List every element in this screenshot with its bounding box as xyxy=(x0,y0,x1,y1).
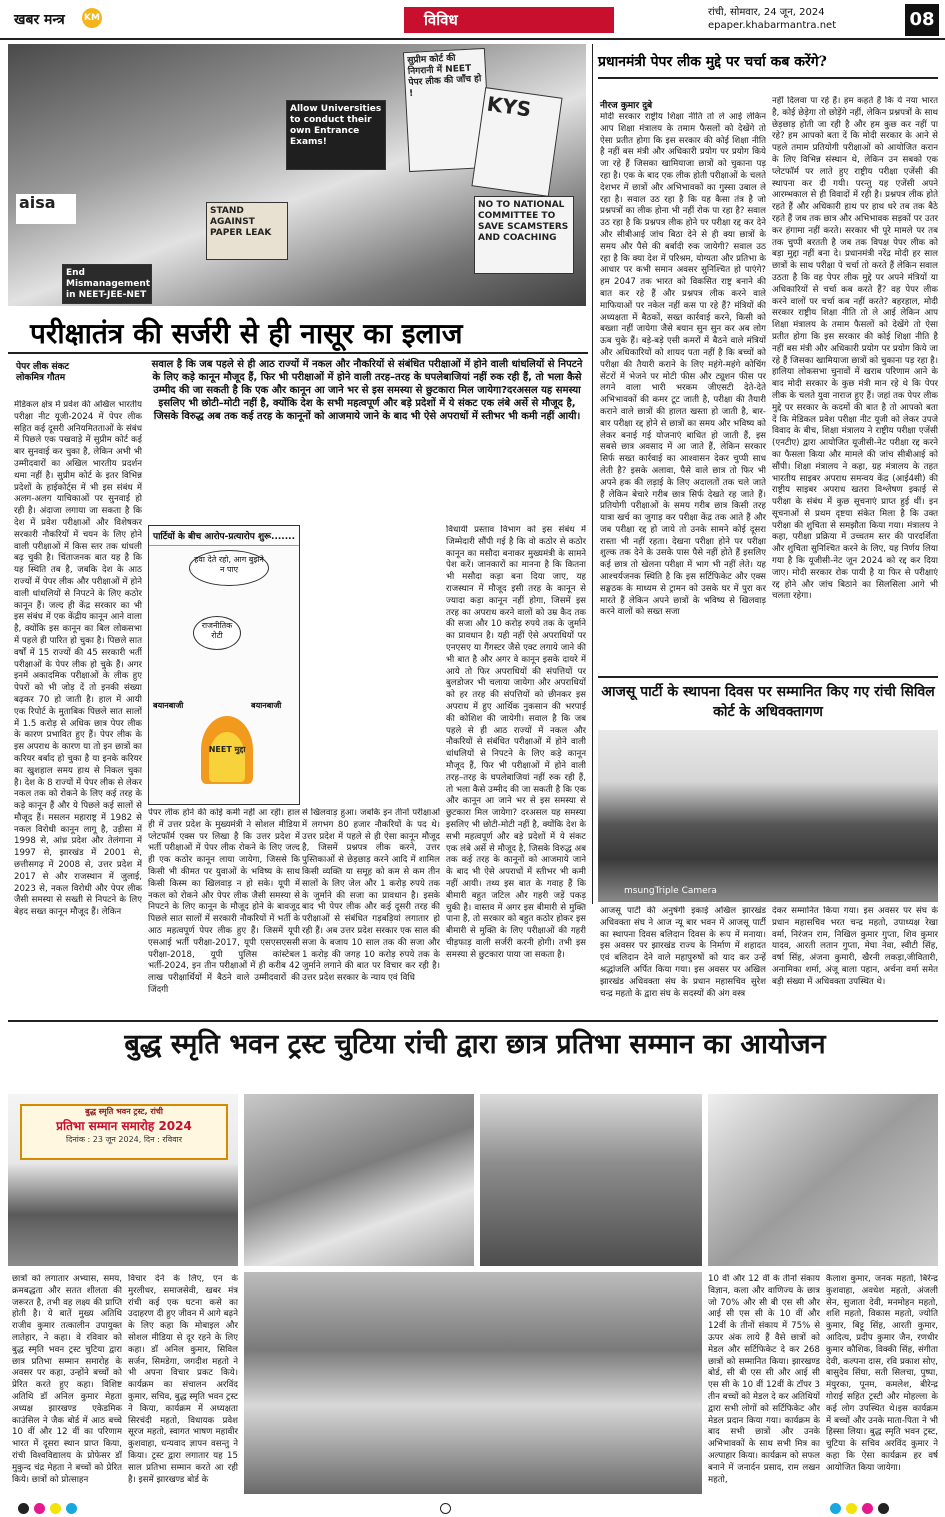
audience-photo xyxy=(480,1094,702,1266)
registration-mark xyxy=(846,1503,857,1514)
story1-headline: परीक्षातंत्र की सर्जरी से ही नासूर का इलाज xyxy=(30,317,463,350)
story1-deck: सवाल है कि जब पहले से ही आठ राज्यों में नकल और नौकरियों से संबंधित परीक्षाओं में होने वाली धांधलियों से निपटने के लिए कड़े कानून मौजूद हैं, फिर भी परीक्षाओं में होने वाली तरह–तरह के घपलेबाजियां नहीं रुक रही हैं, तो भला कैसे उम्मीद की जा सकती है कि एक और कानून आ जाने भर से इस समस्या से छुटकारा मिल जायेगा?दरअसल यह समस्या इसलिए भी छोटी–मोटी नहीं है, क्योंकि देश के सभी महत्वपूर्ण और बड़े प्रदेशों में ये संकट एक लंबे अर्से से मौजूद है, जिसके विरुद्ध अब तक कई तरह के कानूनों को आजमाये जाने के बाद भी ऐसे अपराधों में स्तीभर भी कमी नहीं आयी। xyxy=(151,359,583,422)
registration-mark xyxy=(830,1503,841,1514)
protest-photo xyxy=(8,44,586,306)
protest-sign: aisa xyxy=(16,194,76,224)
story4-col1: छात्रों को लगातार अभ्यास, समय, क्रमबद्धता और सतत शीलता की जरूरत है, तभी वह लक्ष्य की प्राप्ति होती है। ये बातें मुख्य अतिथि राजीव कुमार तत्कालीन उपायुक्त लातेहार, ने कहा। वे रविवार को बुद्ध स्मृति भवन ट्रस्ट चुटिया द्वारा छात्र प्रतिभा सम्मान समारोह के अवसर पर कहा, उन्होंने बच्चों को प्रेरित करते हुए कहा। विशिष्ट अतिथि डॉ अनिल कुमार मेहता अध्यक्ष झारखण्ड एकेडमिक काउंसिल ने जैक बोर्ड में आठ बच्चे 10 वीं और 12 वीं का परिणाम भारत में दूसरा स्थान प्राप्त किया, रांची विश्वविद्यालय के प्रोफेसर डॉ मुकुन्द चंद्र मेहता ने बच्चों को प्रेरित किये। छात्रों को प्रोत्साहन xyxy=(12,1274,122,1485)
story1-byline xyxy=(16,362,69,384)
event-banner xyxy=(20,1104,228,1160)
award-photo xyxy=(244,1094,474,1266)
story3-col1: आजसू पार्टी की अनुषंगी इकाई अखिल झारखंड अधिवक्ता संघ ने आज न्यू बार भवन में आजसू पार्टी का स्थापना दिवस बलिदान दिवस के रूप में मनाया। इस अवसर पर झारखंड राज्य के निर्माण में शहादत एवं बलिदान देने वाले महापुरुषों को याद कर उन्हें श्रद्धांजलि अर्पित किया गया। इस अवसर पर अखिल झारखंड अधिवक्ता संघ के प्रधान महासचिव सुरेश चन्द्र महतो के द्वारा संघ के सदस्यों की अंग वस्त्र xyxy=(600,906,766,999)
protest-sign: KYS xyxy=(471,87,562,197)
story4-headline: बुद्ध स्मृति भवन ट्रस्ट चुटिया रांची द्वारा छात्र प्रतिभा सम्मान का आयोजन xyxy=(124,1029,826,1060)
epaper-link[interactable]: epaper.khabarmantra.net xyxy=(708,20,837,31)
photo-watermark: msungTriple Camera xyxy=(624,886,717,896)
story3-headline: आजसू पार्टी के स्थापना दिवस पर सम्मानित किए गए रांची सिविल कोर्ट के अधिवक्तागण xyxy=(598,676,938,722)
banner-title: प्रतिभा सम्मान समारोह 2024 xyxy=(56,1119,192,1133)
divider xyxy=(8,352,588,354)
stick-label-right: बयानबाजी xyxy=(251,701,282,710)
byline-label: पेपर लीक संकट xyxy=(16,362,70,372)
protest-sign: सुप्रीम कोर्ट की निगरानी में NEET पेपर लीक की जाँच हो ! xyxy=(403,48,491,172)
flame-inner-icon xyxy=(209,732,245,782)
cartoon xyxy=(148,525,300,805)
story4-col3: 10 वीं और 12 वीं के तीनों संकाय विज्ञान, कला और वाणिज्य के छात्र जो 70% और सी बी एस सी और आई सी एस सी के 10 वीं और 12वीं के तीनों संकाय में 75% से ऊपर अंक लाये हैं वैसे छात्रों को मेडल और सर्टिफिकेट दे कर 268 छात्रों को सम्मानित किया। झारखण्ड बोर्ड, सी बी एस सी और आई सी एस सी के 10 वीं 12वीं के टॉपर 3 तीन बच्चों को मेडल दे कर अतिथियों द्वारा सभी लोगों को सर्टिफिकेट और मेडल प्रदान किया गया। कार्यक्रम के बाद सभी छात्रों और उनके अभिभावकों के साथ सभी मित्र का अल्पाहार किया। कार्यक्रम को सफल बनाने में जनार्दन प्रसाद, राम लखन महतो, xyxy=(708,1274,820,1485)
banner-org: बुद्ध स्मृति भवन ट्रस्ट, रांची xyxy=(85,1107,163,1116)
protest-sign: STAND AGAINST PAPER LEAK xyxy=(206,202,288,260)
banner-date: दिनांक : 23 जून 2024, दिन : रविवार xyxy=(66,1135,182,1144)
registration-mark xyxy=(878,1503,889,1514)
stick-label-left: बयानबाजी xyxy=(153,701,184,710)
student-award-photo xyxy=(708,1094,938,1266)
protest-sign: Allow Universities to conduct their own Entrance Exams! xyxy=(286,100,386,170)
story2-headline: प्रधानमंत्री पेपर लीक मुद्दे पर चर्चा कब करेंगे? xyxy=(598,52,938,79)
group-students-photo xyxy=(244,1272,702,1494)
brand-logo-icon: KM xyxy=(82,8,102,28)
page-number: 08 xyxy=(905,4,939,36)
event-stage-photo xyxy=(8,1094,238,1266)
registration-mark xyxy=(66,1503,77,1514)
story1-col3b: से खिलवाड़ हुआ। जबकि इन तीनों परीक्षाओं में लगभग 80 हजार नौकरियों के पद थे। उत्तर प्रदेश में पहले से ही ऐसा कानून मौजूद है, जिसमें प्रश्नपत्र लीक करने, उत्तर पुस्तिकाओं से छेड़छाड़ करने आदि में शामिल किसी व्यक्ति या समूह को कम से कम तीन सालों के लिए जेल और 1 करोड़ रुपये तक के जुर्माने की सजा का प्रावधान है। इसके बाद भी पेपर लीक और कई दूसरी तरह की परीक्षाओं से संबंधित गड़बड़ियां लगातार हो रही हैं। अब उत्तर प्रदेश सरकार एक साल की सजा के बजाय 10 साल तक की सजा और 1 करोड़ की जगह 10 करोड़ रुपये तक के जुर्माने लगाने की बात पर विचार कर रही है। उत्तर प्रदेश सरकार के न्याय एवं विधि xyxy=(302,808,440,984)
story4-col2: विचार देने के लिए, एन के मुरलीधर, समाजसेवी, खबर मंत्र रांची कई एक घटना कसे का उदाहरण दी हुए जीवन में आगे बढ़ने के लिए कहा कि मोबाइल और सोशल मीडिया से दूर रहने के लिए कहा। डॉ अनिल कुमार, सिविल सर्जन, सिमडेगा, जगदीश महतो ने भी अपना विचार प्रकट किये। कार्यक्रम का संचालन अरविंद कुमार, सचिव, बुद्ध स्मृति भवन ट्रस्ट ने किया, कार्यक्रम में अध्यक्षता सिरचंदी महतो, विधायक प्रवेश सूरज महतो, स्वागत भाषण महावीर कुशवाहा, धन्यवाद ज्ञापन वसन्तु ने किया। ट्रस्ट द्वारा लगातार यह 15 साल प्रतिभा सम्मान करते आ रही है। इसमें झारखण्ड बोर्ड के xyxy=(128,1274,238,1485)
column-rule xyxy=(592,44,593,904)
story4-col4: कैलाश कुमार, जनक महतो, बिरेन्द्र कुशवाहा, अवधेश महतो, अंजली सेन, सुजाता देवी, मनमोहन महतो, शशि महतो, विकास महतो, ज्योति कुमार, बिट्टू सिंह, आरती कुमार, आदित्य, प्रदीप कुमार जैन, रणधीर कुमार कौशिक, विक्की सिंह, संगीता देवी, कल्पना दास, रवि प्रकाश सोए, बासुदेव सिंघा, सती सिलचा, पुष्पा, मंयुरका, पूनम, कमलेश, बीरेन्द्र गोराई सहित ट्रस्टी और मोहल्ला के कई लोग उपस्थित थे।इस कार्यक्रम में बच्चों और उनके माता-पिता ने भी हिस्सा लिया। बुद्ध स्मृति भवन ट्रस्ट, चुटिया के सचिव अरविंद कुमार ने कहा कि ऐसा कार्यक्रम हर वर्ष आयोजित किया जायेगा। xyxy=(826,1274,938,1473)
edition-date: रांची, सोमवार, 24 जून, 2024 xyxy=(708,7,825,18)
ajsu-group-photo xyxy=(598,730,938,902)
speech-bubble: हवा देते रहो, आग बुझने न पाए xyxy=(189,550,269,586)
section-tab: विविध xyxy=(404,7,614,33)
fire-label: NEET मुद्दा xyxy=(208,745,246,754)
story1-col1: मेडिकल क्षेत्र में प्रवेश की अखिल भारतीय परीक्षा नीट यूजी-2024 में पेपर लीक सहित कई दूसरी अनियमितताओं के संबंध में पिछले एक पखवाड़े में सुप्रीम कोर्ट कई बार सुनवाई कर चुका है, लेकिन अभी भी उम्मीदवारों का अखिल भारतीय प्रदर्शन थमा नहीं है। सुप्रीम कोर्ट के इतर विभिन्न प्रदेशों के हाईकोर्ट्स में भी इस संबंध में अलग-अलग याचिकाओं पर सुनवाई हो रही है। अंदाजा लगाया जा सकता है कि देश में प्रवेश परीक्षाओं और विशेषकर सरकारी नौकरियों में चयन के लिए होने वाली परीक्षाओं में किस स्तर तक धांधली बढ़ चुकी है। चिंताजनक बात यह है कि यह स्थिति तब है, जबकि देश के आठ राज्यों में पेपर लीक और परीक्षाओं में होने वाली धांधलियों से निपटने के लिए कठोर कानून हैं। जल्द ही केंद्र सरकार का भी इस संबंध में एक केंद्रीय कानून आने वाला है, क्योंकि इस कानून का बिल लोकसभा में पहले ही पारित हो चुका है। पिछले सात वर्षों में 15 राज्यों की 45 सरकारी भर्ती परीक्षाओं के पेपर लीक हो चुके हैं। अगर इनमें अकादमिक परीक्षाओं के लीक हुए पेपरों को भी जोड़ दें तो इनकी संख्या बढ़कर 70 हो जाती है। हाल में आयी एक रिपोर्ट के मुताबिक पिछले सात सालों में 1.5 करोड़ से अधिक छात्र पेपर लीक के कारण प्रभावित हुए हैं। पेपर लीक के इस अपराध के कारण या तो इन छात्रों का करियर बर्बाद हो चुका है या इनके करियर का खुशहाल समय हाथ से निकल चुका है। देश के 8 राज्यों में पेपर लीक से लेकर नकल तक को रोकने के लिए कई तरह के कड़े कानून हैं और ये पिछले कई सालों से मौजूद हैं। मसलन महाराष्ट्र में 1982 से नकल विरोधी कानून लागू है, उड़ीसा में 1998 से, आंध्र प्रदेश और तेलंगाना में 1997 से, झारखंड में 2001 से, छत्तीसगढ़ में 2008 से, उत्तर प्रदेश में 2017 से और राजस्थान में जुलाई, 2023 से, नकल विरोधी और पेपर लीक जैसी समस्या से सख्ती से निपटने के लिए बेहद सख्त कानून मौजूद हैं। लेकिन xyxy=(14,400,142,918)
crosshair-icon xyxy=(440,1503,451,1514)
story1-col2b: पेपर लीक होने की कोई कमी नहीं आ रही। हाल ही में उत्तर प्रदेश के मुख्यमंत्री ने सोशल मीडिया प्लेटफॉर्म एक्स पर लिखा है कि उत्तर प्रदेश में भर्ती परीक्षाओं में पेपर लीक रोकने के लिए जल्द ही एक कठोर कानून लाया जायेगा, जिससे कि किसी भी कीमत पर युवाओं के भविष्य के साथ किसी किस्म का खिलवाड़ न हो सके। यूपी में नकल को रोकने और पेपर लीक जैसी समस्या से निपटने के लिए कानून के मौजूद होने के बावजूद पिछले सात सालों में सरकारी नौकरियों में भर्ती के आठ महत्वपूर्ण पेपर लीक हुए हैं। जिसमें यूपी एसआई भर्ती परीक्षा-2017, यूपी एसएसएससी परीक्षा-2018, यूपी पुलिस कांस्टेबल भर्ती-2024, इन तीन परीक्षाओं में ही करीब 42 लाख परीक्षार्थियों में बैठने वाले उम्मीदवारों की जिंदगी xyxy=(148,808,300,995)
story2-byline: नीरज कुमार दुबे xyxy=(600,101,653,111)
story1-col4: विधायी प्रस्ताव विभाग को इस संबंध में जिम्मेदारी सौंपी गई है कि वो कठोर से कठोर कानून का मसौदा बनाकर मुख्यमंत्री के सामने पेश करें। जानकारों का मानना है कि कितना भी मसौदा कड़ा बना दिया जाए, यह राजस्थान में मौजूद इसी तरह के कानून से ज्यादा कड़ा कानून नहीं होगा, जिसमें इस तरह का अपराध करने वालों को उम्र कैद तक की सजा और 10 करोड़ रुपये तक के जुर्माने का प्रावधान है। यही नहीं ऐसे अपराधियों पर एनएसए या गैंगस्टर जैसे एक्ट लगाये जाने की भी बात है और अगर वे कानून इसके दायरे में आये तो फिर अपराधियों की संपत्तियों पर बुलडोजर भी चलाया जायेगा और अपराधियों को हर तरह की संपत्तियों को छीनकर इस अपराध में हुए आर्थिक नुकसान की भरपाई की कोशिश की जायेगी। सवाल है कि जब पहले से ही आठ राज्यों में नकल और नौकरियों से संबंधित परीक्षाओं में होने वाली धांधलियों से निपटने के लिए कड़े कानून मौजूद हैं, फिर भी परीक्षाओं में होने वाली तरह–तरह के घपलेबाजियां नहीं रुक रही हैं, तो भला कैसे उम्मीद की जा सकती है कि एक और कानून आ जाने भर से इस समस्या से छुटकारा मिल जायेगा? दरअसल यह समस्या इसलिए भी छोटी-मोटी नहीं है, क्योंकि देश के सभी महत्वपूर्ण और बड़े प्रदेशों में ये संकट एक लंबे अर्से से मौजूद है, जिसके विरुद्ध अब तक कई तरह के कानूनों को आजमाये जाने के बाद भी ऐसे अपराधों में स्तीभर भी कमी नहीं आयी। तथ्य इस बात के गवाह हैं कि बीमारी बहुत जटिल और गहरी जड़ें पकड़ चुकी है। वास्तव में अगर इस बीमारी से मुक्ति पाना है, तो सरकार को बहुत कठोर होकर इस बीमारी से मुक्ति के लिए परीक्षाओं की गहरी चीड़फाड़ वाली सर्जरी करनी होगी। तभी इस समस्या से छुटकारा पाया जा सकता है। xyxy=(446,525,586,960)
registration-mark xyxy=(862,1503,873,1514)
brand-name[interactable]: खबर मन्त्र xyxy=(14,12,65,28)
story2-col1: मोदी सरकार राष्ट्रीय शिक्षा नीति तो ले आई लेकिन आप शिक्षा मंत्रालय के तमाम फैसलों को देखेंगे तो ऐसा प्रतीत होगा कि इस सरकार की कोई शिक्षा नीति है नहीं बस मंत्री और अधिकारी प्रयोग पर प्रयोग किये जा रहे हैं जिसका खामियाजा छात्रों को चुकाना पड़ रहा है। एक के बाद एक लीक होती परीक्षाओं के चलते देशभर में छात्रों और अभिभावकों का गुस्सा उबाल ले रहा है। सवाल उठ रहा है कि यह कैसा तंत्र है जो प्रश्नपत्रों का लीक होना भी नहीं रोक पा रहा है? सवाल उठ रहा है कि प्रश्नपत्र लीक होने पर परीक्षा रद्द कर देने और सीबीआई जांच बिठा देने से ही क्या छात्रों के समय और पैसे की बर्बादी रुक जायेगी? सवाल उठ रहा है कि क्या देश में परिश्रम, योग्यता और प्रतिभा के आधार पर कभी समान अवसर सुनिश्चित हो पाएंगे? हम 2047 तक भारत को विकसित राष्ट्र बनाने की बात कर रहे हैं और प्रश्नपत्र लीक करने वाले माफियाओं पर नकेल नहीं कस पा रहे हैं? मंत्रियों की अध्यक्षता में बैठकों, सख्त कार्रवाई करने, किसी को बख्शा नहीं जायेगा जैसे बयान सुन सुन कर अब लोग ऊब चुके हैं। बड़े-बड़े एसी कमरों में बैठने वाले मंत्रियों और अधिकारियों को शायद पता नहीं है कि बच्चों को परीक्षा की तैयारी कराने के लिए महंगे-महंगे कोचिंग सेंटरों में भेजने पर मोटी फीस और ट्यूशन फीस पर लगने वाला भारी भरकम जीएसटी देते-देते अभिभावकों की कमर टूट जाती है, परीक्षा की तैयारी कराने वाले छात्रों की हालत खस्ता हो जाती है, बार-बार परीक्षा रद्द होने से छात्रों का समय और भविष्य को लेकर बनाई गई योजनाएं बाधित हो जाती हैं, इस सबसे छात्र अवसाद में आ जाते हैं, लेकिन सरकार सिर्फ सख्त कार्रवाई का आश्वासन देकर चुप्पी साध लेती है? इसके अलावा, पैसे वाले छात्र तो फिर भी अपने हक की लड़ाई के लिए अदालतों तक चले जाते हैं लेकिन बेचारे गरीब छात्र सिर्फ देखते रह जाते हैं। प्रतियोगी परीक्षाओं के समय गरीब छात्र किसी तरह यात्रा खर्च का जुगाड़ कर परीक्षा केंद्र तक आते हैं और जब परीक्षा रद्द हो जाये तो उनके सामने कोई दूसरा रास्ता भी नहीं रहता। देखना परीक्षा होने पर परीक्षा शुल्क तक देने के उसके पास पैसे नहीं होते हैं इसलिए कई छात्र तो खेलना परीक्षा में भाग भी नहीं लेते। यह आश्चर्यजनक स्थिति है कि इस सर्टिफिकेट और एक्स सङ्घठक के माध्यम से ट्रामन को उसके घर में पुरा कर मारते हैं लेकिन अपने छात्रों के भविष्य से खिलवाड़ करने वालों को सख्त सजा xyxy=(600,112,766,618)
divider xyxy=(8,1020,938,1022)
registration-mark xyxy=(18,1503,29,1514)
registration-mark xyxy=(50,1503,61,1514)
protest-sign: NO TO NATIONAL COMMITTEE TO SAVE SCAMSTERS AND COACHING xyxy=(474,196,574,274)
byline-author: लोकमित्र गौतम xyxy=(16,373,66,383)
protest-sign: End Mismanagement in NEET-JEE-NET xyxy=(62,264,152,304)
cartoon-title: पार्टियों के बीच आरोप-प्रत्यारोप शुरू....... xyxy=(149,526,299,546)
roti-label: राजनीतिक रोटी xyxy=(193,616,241,650)
registration-mark xyxy=(34,1503,45,1514)
story2-col2: नहीं दिलवा पा रहे हैं। हम कहते हैं कि ये नया भारत है, कोई छेड़ेगा तो छोड़ेंगे नहीं, लेकिन प्रश्नपत्रों के साथ छेड़छाड़ होती जा रही है और हम कुछ कर नहीं पा रहे? हम आपको बता दें कि मोदी सरकार के आने से पहले तमाम प्रतियोगी परीक्षाओं को आयोजित करान के लिए विभिन्न संस्थान थे, लेकिन उन सबको एक प्लेटफॉर्म पर लाते हुए राष्ट्रीय परीक्षा एजेंसी की स्थापना कर दी गयी। परन्तु यह एजेंसी अपने आरम्भकाल से ही विवादों में रही है। प्रश्नपत्र लीक होते रहते हैं और अधिकारी हाथ पर हाथ धरे तब तक बैठे रहते हैं जब तक छात्र और अभिभावक सड़कों पर उतर कर हंगामा नहीं करते। सरकार भी पूरे मामले पर तब तक चुप्पी बरतती है जब तक विपक्ष पेपर लीक को बड़ा मुद्दा नहीं बना दे। प्रधानमंत्री नरेंद्र मोदी हर साल छात्रों के साथ परीक्षा पे चर्चा तो करते हैं लेकिन सवाल उठता है कि वह पेपर लीक मुद्दे पर अपने मंत्रियों या अधिकारियों से चर्चा कब करते हैं? वह पेपर लीक करने वालों पर चर्चा कब नहीं करते? बहरहाल, मोदी सरकार राष्ट्रीय शिक्षा नीति तो ले आई लेकिन आप शिक्षा मंत्रालय के तमाम फैसलों को देखेंगे तो ऐसा प्रतीत होगा कि इस सरकार की कोई शिक्षा नीति है नहीं बस मंत्री और अधिकारी प्रयोग पर प्रयोग किये जा रहे हैं जिसका खामियाजा छात्रों को चुकाना पड़ रहा है। हालिया लोकसभा चुनावों में खराब परिणाम आने के बाद मोदी सरकार के कुछ मंत्री मान रहे थे कि पेपर लीक के चलते युवा नाराज हुए हैं। जहां तक पेपर लीक मुद्दे पर सरकार के कदमों की बात है तो आपको बता दें कि मेडिकल प्रवेश परीक्षा नीट यूजी को लेकर उपजे विवाद के बीच, शिक्षा मंत्रालय ने राष्ट्रीय परीक्षा एजेंसी (एनटीए) द्वारा आयोजित यूजीसी-नेट परीक्षा रद्द करने का फैसला किया और मामले की जांच सीबीआई को सौंपी। शिक्षा मंत्रालय ने कहा, ग्रह मंत्रालय के तहत भारतीय साइबर अपराध समन्वय केंद्र (आई4सी) की राष्ट्रीय साइबर अपराध खतरा विश्लेषण इकाई से परीक्षा के संबंध में कुछ सूचनाएं प्राप्त हुई थीं। इन सूचनाओं से प्रथम दृष्टया संकेत मिला है कि उक्त परीक्षा की शुचिता से समझौता किया गया। मंत्रालय ने कहा, परीक्षा प्रक्रिया में उच्चतम स्तर की पारदर्शिता और शुचिता सुनिश्चित करने के लिए, यह निर्णय लिया गया है कि यूजीसी-नेट जून 2024 को रद्द कर दिया जाए। मोदी सरकार रोक पायी है या फिर से परीक्षाएं रद्द होने और जांच बिठाने का सिलसिला आगे भी चलता रहेगा। xyxy=(772,96,938,602)
story3-col2: देकर सम्मानित किया गया। इस अवसर पर संघ के प्रधान महासचिव भरत चन्द्र महतो, उपाध्यक्ष रेखा वर्मा, निरंजन राम, निखिल कुमार गुप्ता, शिव कुमार यादव, आरती लतान गुप्ता, मेघा नेवा, स्वीटी सिंह, वर्षा सिंह, अंजना कुमारी, खैरनी लकड़ा,जीवितारी, अनामिका शर्मा, अंजू बाला पहान, अर्चना वर्मा समेत बड़ी संख्या में अधिवक्ता उपस्थित थे। xyxy=(772,906,938,987)
dateline xyxy=(708,6,836,32)
